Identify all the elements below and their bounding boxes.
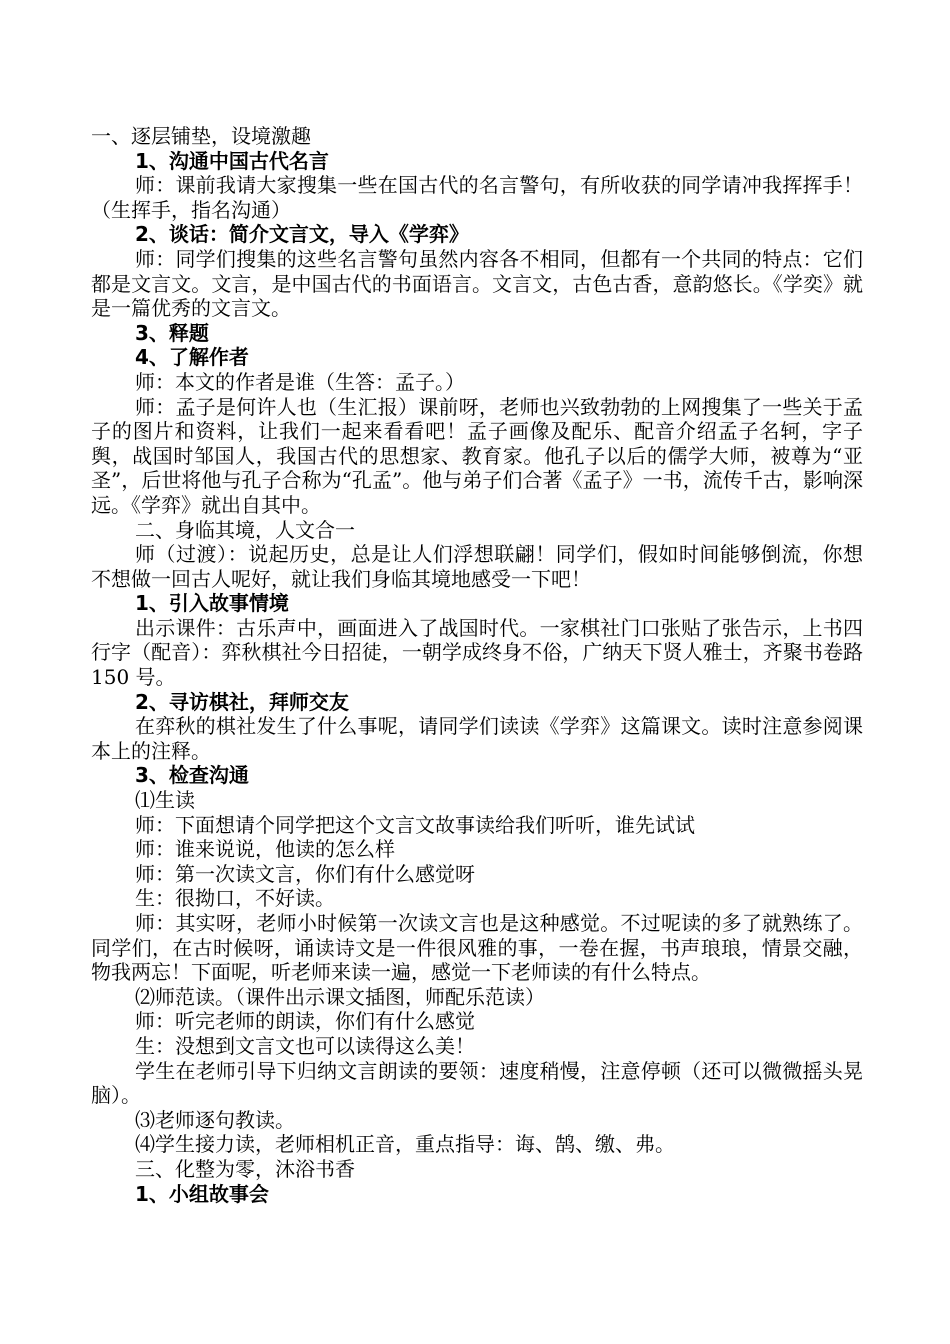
paragraph: 生：很拗口，不好读。 [135, 886, 335, 911]
paragraph: 师（过渡）：说起历史，总是让人们浮想联翩！同学们，假如时间能够倒流，你想不想做一回古人呢好，就让我们身临其境地感受一下吧！ [91, 542, 863, 591]
list-item: ⑴生读 [135, 788, 195, 813]
subheading: 1、沟通中国古代名言 [135, 148, 329, 173]
paragraph: 师：本文的作者是谁（生答：孟子。） [135, 369, 465, 394]
subheading: 3、释题 [135, 320, 209, 345]
paragraph: 学生在老师引导下归纳文言朗读的要领：速度稍慢，注意停顿（还可以微微摇头晃脑）。 [91, 1058, 863, 1108]
paragraph: 师：课前我请大家搜集一些在国古代的名言警句，有所收获的同学请冲我挥挥手！（生挥手，指名沟通） [91, 173, 863, 222]
subheading: 2、寻访棋社，拜师交友 [135, 689, 349, 714]
paragraph: 出示课件：古乐声中，画面进入了战国时代。一家棋社门口张贴了张告示，上书四行字（配音）：弈秋棋社今日招徒，一朝学成终身不俗，广纳天下贤人雅士，齐聚书卷路 150 号。 [91, 615, 863, 690]
section-heading-3: 三、化整为零，沐浴书香 [135, 1156, 355, 1181]
paragraph: 在弈秋的棋社发生了什么事呢，请同学们读读《学弈》这篇课文。读时注意参阅课本上的注释。 [91, 714, 863, 763]
section-heading-1: 一、逐层铺垫，设境激趣 [91, 124, 311, 148]
subheading: 3、检查沟通 [135, 763, 249, 788]
paragraph: 师：谁来说说，他读的怎么样 [135, 837, 395, 862]
paragraph: 师：其实呀，老师小时候第一次读文言也是这种感觉。不过呢读的多了就熟练了。同学们，在古时候呀，诵读诗文是一件很风雅的事，一卷在握，书声琅琅，情景交融，物我两忘！下面呢，听老师来读一遍，感觉一下老师读的有什么特点。 [91, 911, 863, 985]
document-body [91, 124, 863, 1206]
paragraph: 师：听完老师的朗读，你们有什么感觉 [135, 1009, 475, 1034]
paragraph: 师：孟子是何许人也（生汇报）课前呀，老师也兴致勃勃的上网搜集了一些关于孟子的图片和资料，让我们一起来看看吧！孟子画像及配乐、配音介绍孟子名轲，字子舆，战国时邹国人，我国古代的思想家、教育家。他孔子以后的儒学大师，被尊为“亚圣”，后世将他与孔子合称为“孔孟”。他与弟子们合著《孟子》一书，流传千古，影响深远。《学弈》就出自其中。 [91, 394, 863, 517]
paragraph: 师：同学们搜集的这些名言警句虽然内容各不相同，但都有一个共同的特点：它们都是文言文。文言，是中国古代的书面语言。文言文，古色古香，意韵悠长。《学奕》就是一篇优秀的文言文。 [91, 246, 863, 321]
list-item: ⑵师范读。（课件出示课文插图，师配乐范读） [135, 984, 545, 1009]
list-item: ⑷学生接力读，老师相机正音，重点指导：诲、鹄、缴、弗。 [135, 1132, 675, 1157]
subheading: 4、了解作者 [135, 345, 249, 370]
subheading: 1、引入故事情境 [135, 591, 289, 616]
paragraph: 生：没想到文言文也可以读得这么美！ [135, 1033, 475, 1058]
subheading: 1、小组故事会 [135, 1181, 269, 1206]
list-item: ⑶老师逐句教读。 [135, 1107, 295, 1132]
paragraph: 师：下面想请个同学把这个文言文故事读给我们听听，谁先试试 [135, 812, 695, 837]
subheading: 2、谈话：简介文言文，导入《学弈》 [135, 222, 469, 247]
section-heading-2: 二、身临其境，人文合一 [135, 517, 355, 542]
paragraph: 师：第一次读文言，你们有什么感觉呀 [135, 861, 475, 886]
